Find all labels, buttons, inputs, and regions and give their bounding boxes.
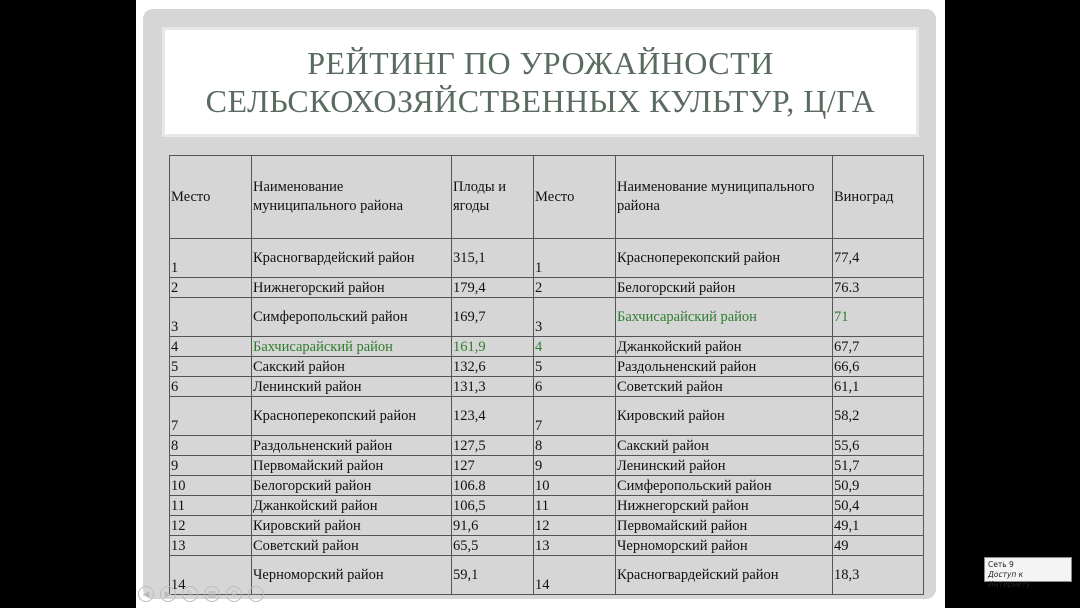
table-row: [170, 456, 924, 476]
district-cell: Раздольненский район: [252, 436, 452, 456]
table-row: [170, 536, 924, 556]
place-cell: 2: [170, 278, 252, 298]
district-cell: Ленинский район: [616, 456, 833, 476]
rating-table: [169, 155, 924, 595]
next-slide-icon[interactable]: ▶: [160, 586, 176, 602]
value-cell: 49: [833, 536, 924, 556]
tooltip-network-name: Сеть 9: [988, 560, 1014, 569]
table-row: [170, 436, 924, 456]
district-cell: Кировский район: [252, 516, 452, 536]
district-cell: Джанкойский район: [252, 496, 452, 516]
place-cell: 4: [170, 337, 252, 357]
place-cell: 5: [534, 357, 616, 377]
value-cell: 65,5: [452, 536, 534, 556]
district-cell: Джанкойский район: [616, 337, 833, 357]
header-district-1: Наименование муниципального района: [252, 156, 452, 239]
value-cell: 76.3: [833, 278, 924, 298]
district-cell: Красноперекопский район: [252, 397, 452, 436]
value-cell: 127,5: [452, 436, 534, 456]
place-cell: 12: [170, 516, 252, 536]
value-cell: 77,4: [833, 239, 924, 278]
value-cell: 55,6: [833, 436, 924, 456]
table-row: [170, 278, 924, 298]
table-row: [170, 337, 924, 357]
district-cell: Раздольненский район: [616, 357, 833, 377]
place-cell: 12: [534, 516, 616, 536]
place-cell: 13: [534, 536, 616, 556]
district-cell: Первомайский район: [252, 456, 452, 476]
slide-title: [162, 27, 919, 137]
slides-grid-icon[interactable]: ▦: [204, 586, 220, 602]
district-cell: Симферопольский район: [252, 298, 452, 337]
place-cell: 5: [170, 357, 252, 377]
value-cell: 67,7: [833, 337, 924, 357]
value-cell: 50,4: [833, 496, 924, 516]
value-cell: 58,2: [833, 397, 924, 436]
table-row: [170, 476, 924, 496]
value-cell: 18,3: [833, 556, 924, 595]
table-row: [170, 397, 924, 436]
previous-slide-icon[interactable]: ◀: [138, 586, 154, 602]
district-cell: Кировский район: [616, 397, 833, 436]
place-cell: 9: [170, 456, 252, 476]
value-cell: 106.8: [452, 476, 534, 496]
district-cell: Первомайский район: [616, 516, 833, 536]
place-cell: 9: [534, 456, 616, 476]
district-cell: Черноморский район: [252, 556, 452, 595]
place-cell: 7: [534, 397, 616, 436]
value-cell: 106,5: [452, 496, 534, 516]
table-row: [170, 357, 924, 377]
table-row: [170, 377, 924, 397]
district-cell: Нижнегорский район: [252, 278, 452, 298]
table-row: [170, 496, 924, 516]
district-cell-highlighted: Бахчисарайский район: [252, 337, 452, 357]
value-cell: 127: [452, 456, 534, 476]
table-row: [170, 298, 924, 337]
more-options-icon[interactable]: ⋯: [248, 586, 264, 602]
network-tooltip: [984, 557, 1072, 589]
value-cell: 59,1: [452, 556, 534, 595]
header-grapes: Виноград: [833, 156, 924, 239]
district-cell: Симферопольский район: [616, 476, 833, 496]
value-cell: 49,1: [833, 516, 924, 536]
table-row: [170, 239, 924, 278]
place-cell: 2: [534, 278, 616, 298]
district-cell: Красногвардейский район: [616, 556, 833, 595]
title-line-2: СЕЛЬСКОХОЗЯЙСТВЕННЫХ КУЛЬТУР, Ц/ГА: [205, 83, 876, 119]
place-cell: 1: [170, 239, 252, 278]
value-cell: 169,7: [452, 298, 534, 337]
value-cell: 179,4: [452, 278, 534, 298]
place-cell: 1: [534, 239, 616, 278]
value-cell-highlighted: 161,9: [452, 337, 534, 357]
district-cell: Сакский район: [616, 436, 833, 456]
value-cell: 61,1: [833, 377, 924, 397]
value-cell: 131,3: [452, 377, 534, 397]
place-cell: 8: [534, 436, 616, 456]
value-cell: 91,6: [452, 516, 534, 536]
district-cell: Красногвардейский район: [252, 239, 452, 278]
value-cell: 66,6: [833, 357, 924, 377]
district-cell: Нижнегорский район: [616, 496, 833, 516]
district-cell: Советский район: [252, 536, 452, 556]
header-fruits: Плоды и ягоды: [452, 156, 534, 239]
district-cell: Белогорский район: [616, 278, 833, 298]
value-cell-highlighted: 71: [833, 298, 924, 337]
place-cell: 11: [534, 496, 616, 516]
place-cell: 3: [170, 298, 252, 337]
district-cell: Белогорский район: [252, 476, 452, 496]
district-cell: Красноперекопский район: [616, 239, 833, 278]
value-cell: 50,9: [833, 476, 924, 496]
place-cell: 7: [170, 397, 252, 436]
place-cell: 8: [170, 436, 252, 456]
value-cell: 132,6: [452, 357, 534, 377]
place-cell: 14: [534, 556, 616, 595]
district-cell: Черноморский район: [616, 536, 833, 556]
header-district-2: Наименование муниципального района: [616, 156, 833, 239]
place-cell: 10: [170, 476, 252, 496]
header-place-2: Место: [534, 156, 616, 239]
table-row: [170, 556, 924, 595]
value-cell: 315,1: [452, 239, 534, 278]
district-cell: Ленинский район: [252, 377, 452, 397]
place-cell: 11: [170, 496, 252, 516]
zoom-icon[interactable]: ⚲: [226, 586, 242, 602]
district-cell: Сакский район: [252, 357, 452, 377]
place-cell-highlighted: 4: [534, 337, 616, 357]
place-cell: 6: [170, 377, 252, 397]
slideshow-controls: [138, 586, 264, 604]
value-cell: 123,4: [452, 397, 534, 436]
title-line-1: РЕЙТИНГ ПО УРОЖАЙНОСТИ: [307, 45, 774, 81]
place-cell: 3: [534, 298, 616, 337]
place-cell: 13: [170, 536, 252, 556]
district-cell-highlighted: Бахчисарайский район: [616, 298, 833, 337]
place-cell: 6: [534, 377, 616, 397]
table-row: [170, 516, 924, 536]
header-place-1: Место: [170, 156, 252, 239]
pen-icon[interactable]: ✎: [182, 586, 198, 602]
place-cell: 10: [534, 476, 616, 496]
place-cell: 14: [170, 556, 252, 595]
district-cell: Советский район: [616, 377, 833, 397]
tooltip-network-status: Доступ к Интернету: [988, 570, 1031, 589]
value-cell: 51,7: [833, 456, 924, 476]
table-header-row: [170, 156, 924, 239]
